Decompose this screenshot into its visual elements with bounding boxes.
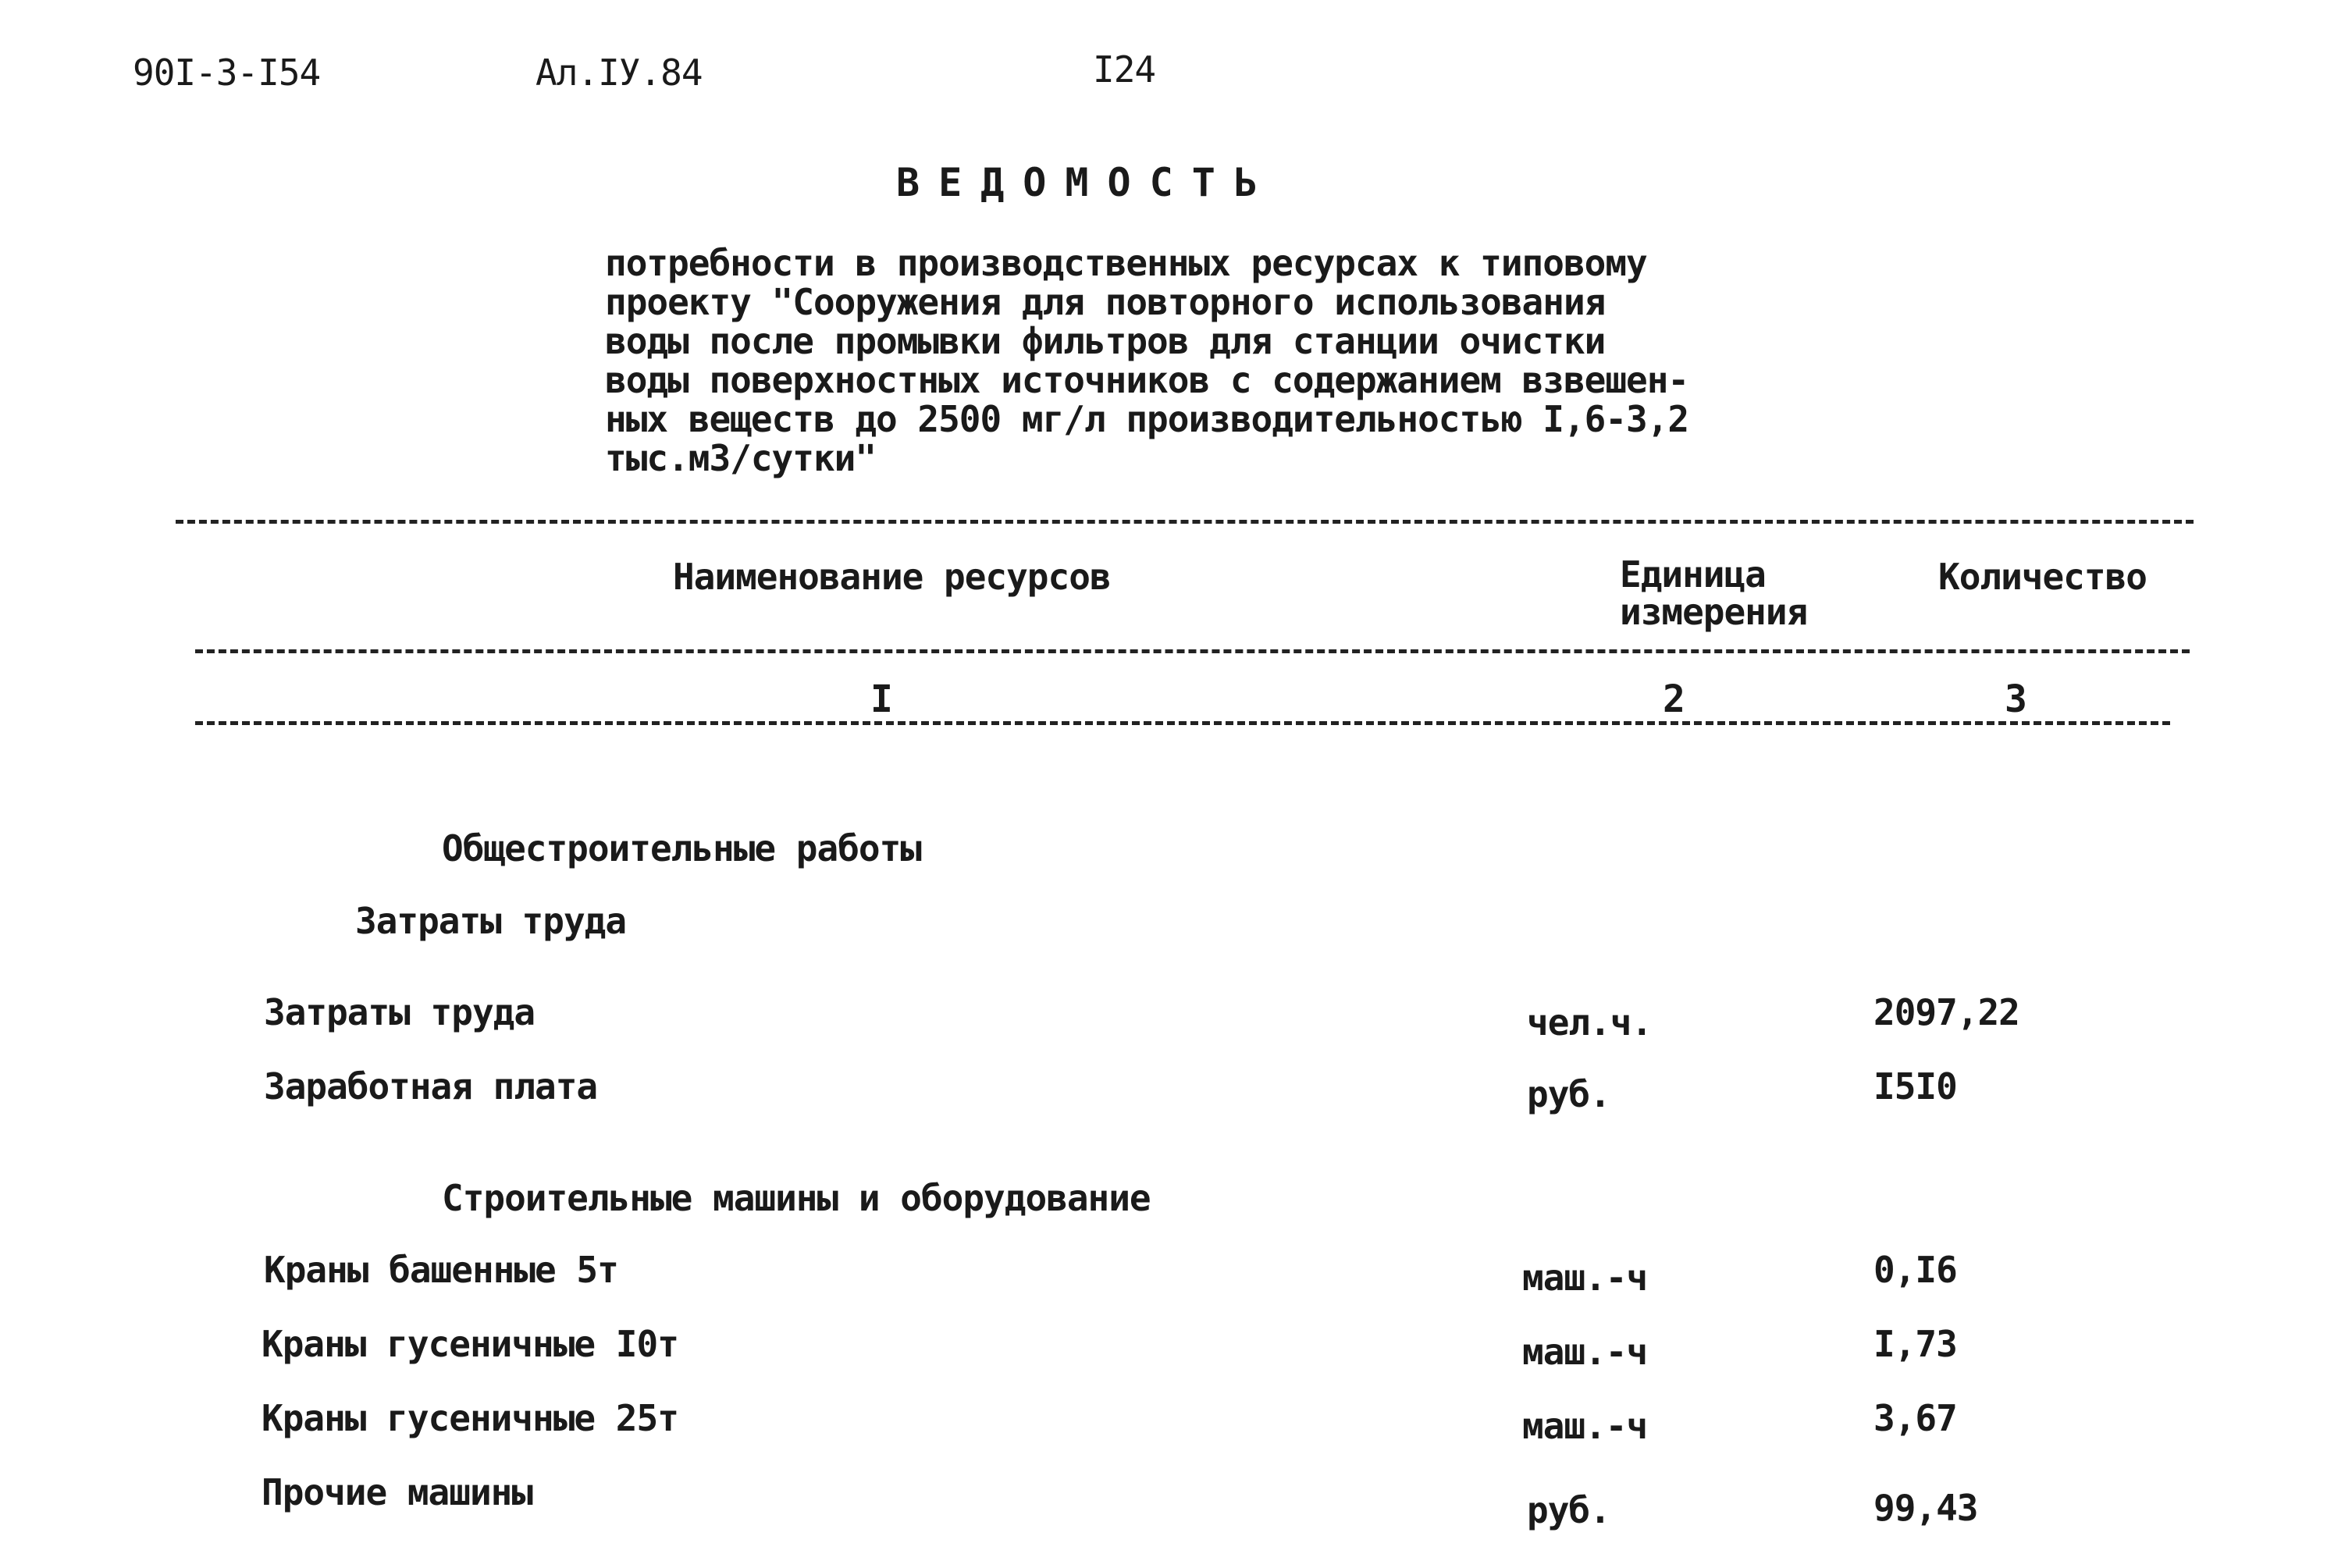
subtitle-line: воды поверхностных источников с содержанием взвешен- [605,359,1689,401]
page-number: I24 [1093,48,1156,91]
table-row-qty: I5I0 [1873,1065,1957,1108]
column-number-2: 2 [1663,677,1685,721]
table-row-name: Краны гусеничные I0т [262,1323,678,1365]
table-row-unit: руб. [1527,1489,1610,1531]
document-subtitle [605,244,1823,478]
table-row-unit: чел.ч. [1527,1001,1653,1044]
table-row-unit: руб. [1527,1073,1610,1115]
column-number-3: 3 [2005,677,2027,721]
document-title: ВЕДОМОСТЬ [896,160,1276,205]
table-row-name: Краны гусеничные 25т [262,1397,678,1439]
table-row-qty: 0,I6 [1873,1249,1957,1291]
table-row-qty: 3,67 [1873,1397,1957,1439]
table-row-qty: I,73 [1873,1323,1957,1365]
subtitle-line: воды после промывки фильтров для станции очистки [605,320,1606,362]
column-header-unit-line2: измерения [1620,591,1808,633]
section-title: Строительные машины и оборудование [442,1177,1151,1219]
album-number: Ал.IУ.84 [536,52,703,94]
table-row-unit: маш.-ч [1522,1331,1648,1373]
table-header-rule [195,649,2190,653]
table-row-name: Заработная плата [264,1065,598,1108]
column-header-unit [1620,553,1808,633]
section-subtitle: Затраты труда [355,900,627,942]
column-header-unit-line1: Единица [1620,553,1766,596]
column-number-rule [195,721,2170,725]
column-header-qty: Количество [1938,556,2147,598]
table-row-unit: маш.-ч [1522,1405,1648,1447]
table-row-qty: 2097,22 [1873,991,2019,1033]
subtitle-line: тыс.м3/сутки" [605,437,877,479]
table-row-name: Затраты труда [264,991,536,1033]
section-title: Общестроительные работы [442,827,921,869]
table-row-name: Прочие машины [262,1471,533,1513]
subtitle-line: ных веществ до 2500 мг/л производительностью I,6-3,2 [605,398,1689,440]
table-row-name: Краны башенные 5т [264,1249,618,1291]
subtitle-line: проекту "Сооружения для повторного использования [605,281,1606,323]
table-top-rule [176,520,2194,524]
column-header-name: Наименование ресурсов [673,556,1111,598]
table-row-qty: 99,43 [1873,1487,1978,1529]
doc-code: 90I-3-I54 [133,52,321,94]
table-row-unit: маш.-ч [1522,1257,1648,1299]
column-number-1: I [870,677,893,721]
subtitle-line: потребности в производственных ресурсах к типовому [605,242,1647,284]
